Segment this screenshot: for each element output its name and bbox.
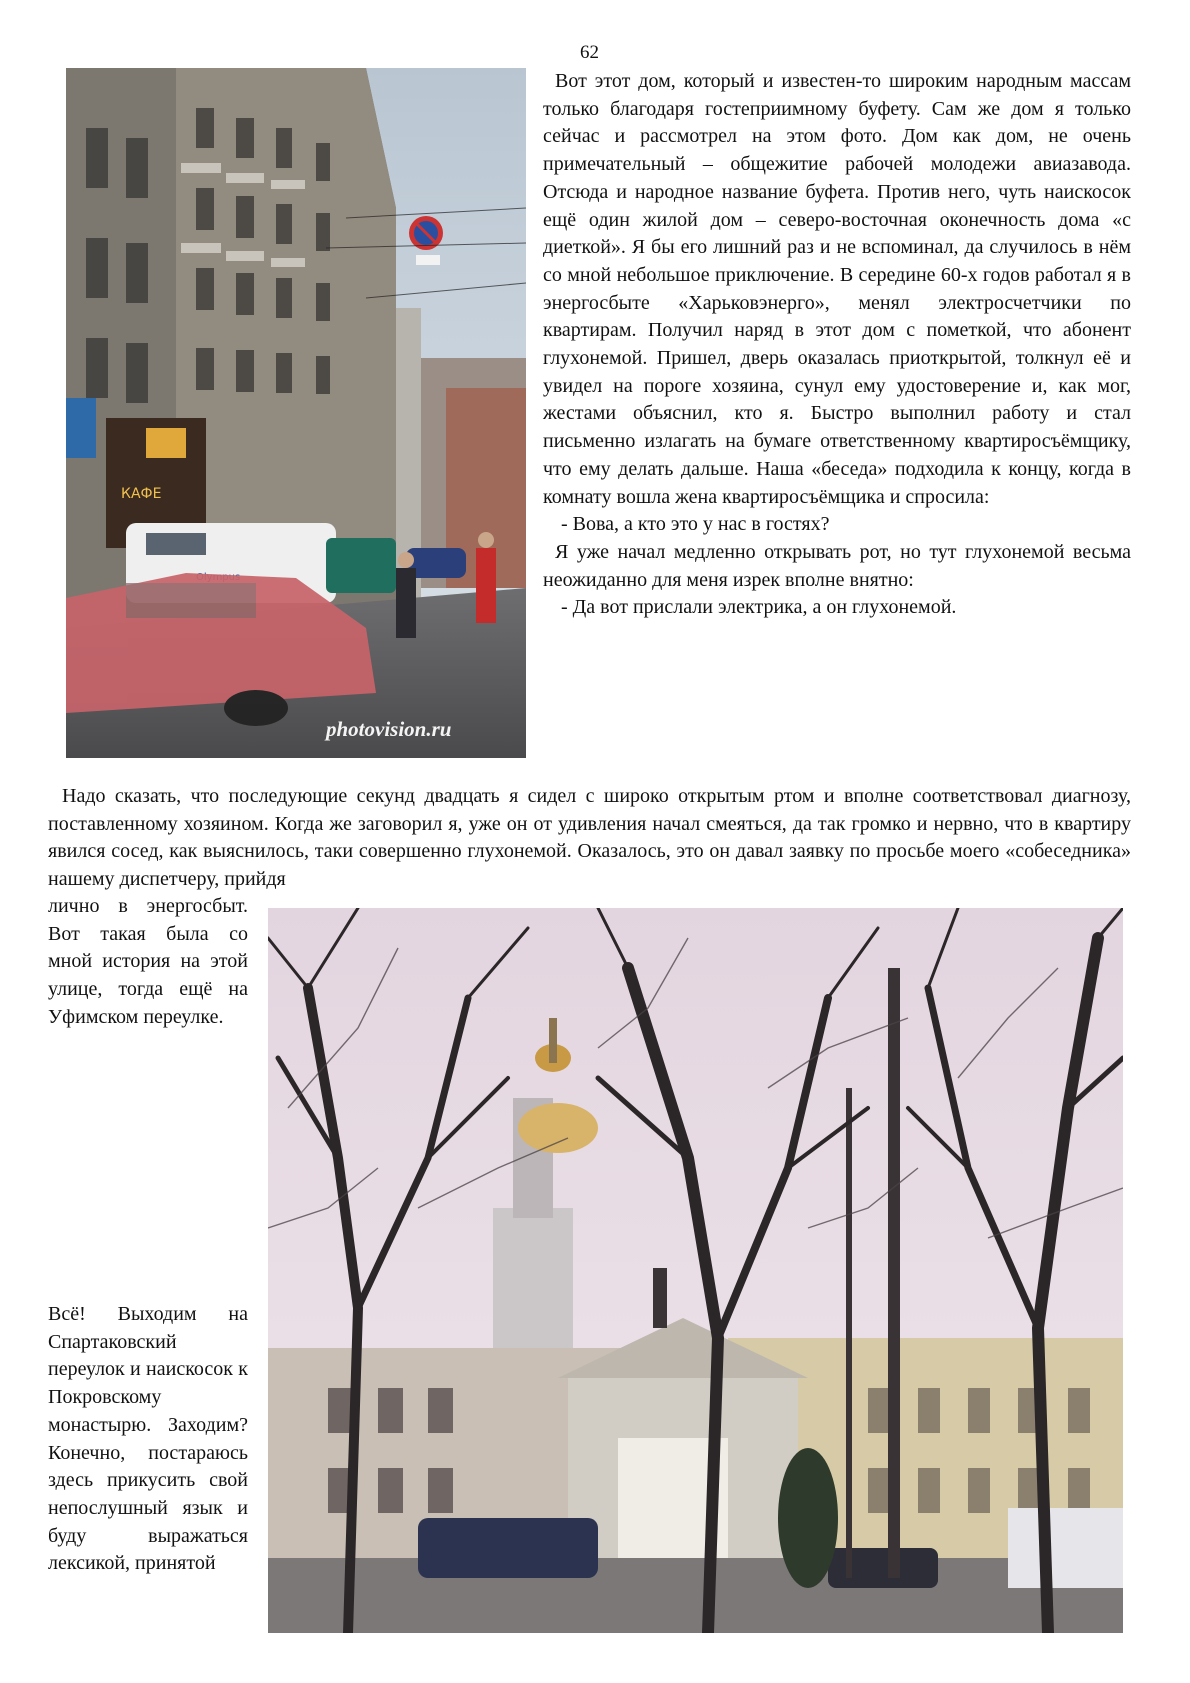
photo-watermark: photovision.ru [326,717,452,741]
page-number: 62 [580,42,599,63]
paragraph-monastery: Всё! Выходим на Спартаковский переулок и наискосок к Покровскому монастырю. Заходим? Конечно, постараюсь здесь прикусить свой непослушный язык и буду выражаться лексикой, принятой [48,1303,248,1575]
paragraph-aftermath: Надо сказать, что последующие секунд двадцать я сидел с широко открытым ртом и вполне соответствовал диагнозу, поставленному хозяином. Когда же заговорил я, уже он от удивления начал смеяться, да так громко и нервно, что в квартиру явился сосед, как выяснилось, таки совершенно глухонемой. Оказалось, это он давал заявку по просьбе моего «собеседника» нашему диспетчеру, прийдя [48,785,1131,891]
paragraph-story-end: лично в энергосбыт. Вот такая была со мной история на этой улице, тогда ещё на Уфимском переулке. [48,895,248,1028]
paragraph-dialog-answer: - Да вот прислали электрика, а он глухонемой. [561,596,957,619]
cafe-sign: КАФЕ [121,486,162,502]
left-column-text-bottom [48,1301,248,1578]
paragraph-story-intro: Вот этот дом, который и известен-то широким народным массам только благодаря гостеприимному буфету. Сам же дом я только сейчас и рассмотрел на этом фото. Дом как дом, не очень примечательный – общежитие рабочей молодежи авиазавода. Отсюда и народное название буфета. Против него, чуть наискосок ещё один жилой дом – северо-восточная оконечность дома «с диеткой». Я бы его лишний раз и не вспоминал, да случилось в нём со мной небольшое приключение. В середине 60-х годов работал я в энергосбыте «Харьковэнерго», менял электросчетчики по квартирам. Получил наряд в этот дом с пометкой, что абонент глухонемой. Пришел, дверь оказалась приоткрытой, толкнул её и увидел на пороге хозяина, сунул ему удостоверение и, как мог, жестами объяснил, кто я. Быстро выполнил работу и стал письменно излагать на бумаге ответственному квартиросъёмщику, что ему делать дальше. Наша «беседа» подходила к концу, когда в комнату вошла жена квартиросъёмщика и спросила: [543,70,1131,508]
paragraph-mute-reply: Я уже начал медленно открывать рот, но тут глухонемой весьма неожиданно для меня изрек вполне внятно: [543,540,1131,591]
monastery-photo [268,908,1123,1633]
paragraph-dialog-question: - Вова, а кто это у нас в гостях? [561,513,830,536]
street-photo [66,68,526,758]
right-column-text [543,68,1131,622]
street-photo-image [66,68,526,758]
left-column-text-top [48,893,248,1032]
full-width-text [48,783,1131,894]
monastery-photo-image [268,908,1123,1633]
